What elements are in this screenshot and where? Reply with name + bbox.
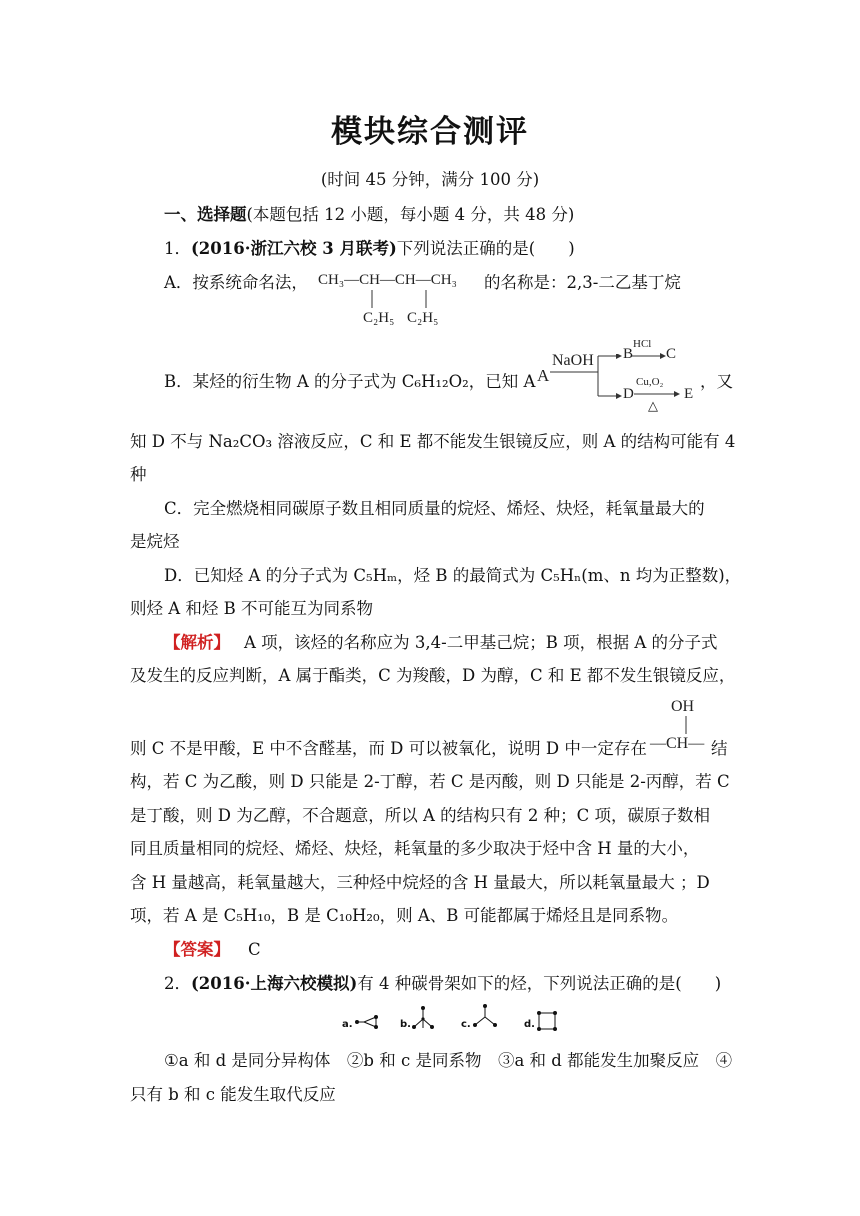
scheme-arrow-bc — [632, 352, 666, 360]
scheme-cu-o2: Cu,O₂ — [636, 376, 664, 388]
scheme-c: C — [666, 346, 677, 362]
q2-number: 2． — [164, 974, 191, 993]
skeleton-a-icon — [354, 1012, 380, 1032]
q1-option-b-line2: 知 D 不与 Na₂CO₃ 溶液反应，C 和 E 都不能发生银镜反应，则 A 的结构可能有 4 — [130, 432, 736, 451]
skeleton-b-icon — [411, 1005, 435, 1031]
q1-option-d-line2: 则烃 A 和烃 B 不可能互为同系物 — [130, 599, 374, 618]
scheme-heat: △ — [648, 398, 658, 413]
scheme-d: D — [623, 386, 634, 402]
scheme-hcl: HCl — [633, 338, 652, 350]
analysis-line-2: 及发生的反应判断，A 属于酯类，C 为羧酸，D 为醇，C 和 E 都不发生银镜反应， — [130, 666, 736, 685]
analysis-oh-bond — [684, 716, 688, 734]
q1-option-a-pre: A．按系统命名法， — [164, 273, 308, 292]
section-note: (本题包括 12 小题，每小题 4 分，共 48 分) — [246, 205, 575, 224]
scheme-naoh: NaOH — [552, 352, 594, 369]
q1-option-c-line1: C．完全燃烧相同碳原子数且相同质量的烷烃、烯烃、炔烃，耗氧量最大的 — [164, 499, 705, 518]
scheme-arrow-de — [634, 390, 680, 398]
q1-stem: 下列说法正确的是( ) — [396, 239, 575, 258]
scheme-b: B — [623, 346, 634, 362]
analysis-line-7: 含 H 量越高，耗氧量越大，三种烃中烷烃的含 H 量最大，所以耗氧量最大 ；D — [130, 873, 710, 892]
answer-value: C — [248, 940, 261, 959]
q1-source: (2016·浙江六校 3 月联考) — [191, 239, 397, 258]
q1-option-b-post: ，又 — [700, 372, 733, 391]
analysis-line-3: 则 C 不是甲酸，E 中不含醛基，而 D 可以被氧化，说明 D 中一定存在 — [130, 739, 647, 758]
q2-statements-line1: ①a 和 d 是同分异构体 ②b 和 c 是同系物 ③a 和 d 都能发生加聚反应 ④ — [164, 1051, 733, 1070]
q1-stem-line — [164, 237, 575, 261]
analysis-line-6: 同且质量相同的烷烃、烯烃、炔烃，耗氧量的多少取决于烃中含 H 量的大小， — [130, 839, 700, 858]
section-heading: 一、选择题 — [164, 205, 247, 224]
page-title: 模块综合测评 — [331, 114, 529, 150]
analysis-line-1 — [164, 631, 718, 655]
q1-number: 1． — [164, 239, 191, 258]
analysis-ch-group: —CH— — [650, 735, 705, 752]
q1-option-d-line1: D．已知烃 A 的分子式为 C₅Hₘ，烃 B 的最简式为 C₅Hₙ(m、n 均为正整数)， — [164, 566, 742, 585]
analysis-oh-group: OH — [671, 698, 695, 715]
q1-option-b-pre: B．某烃的衍生物 A 的分子式为 C₆H₁₂O₂，已知 A — [164, 372, 536, 391]
q1-option-a-substituent-1: C₂H₅ — [363, 310, 395, 326]
skeleton-d-icon — [536, 1010, 558, 1032]
analysis-text-1: A 项，该烃的名称应为 3,4-二甲基己烷；B 项，根据 A 的分子式 — [244, 633, 718, 652]
page-subtitle: (时间 45 分钟，满分 100 分) — [320, 170, 540, 189]
analysis-line-5: 是丁酸，则 D 为乙醇，不合题意，所以 A 的结构只有 2 种；C 项，碳原子数相 — [130, 806, 710, 825]
q1-option-b-line3: 种 — [130, 465, 147, 484]
q2-statements-line2: 只有 b 和 c 能发生取代反应 — [130, 1085, 336, 1104]
skeleton-c-label: c. — [461, 1019, 471, 1030]
skeleton-a-label: a. — [342, 1019, 353, 1030]
skeleton-d-label: d. — [524, 1019, 535, 1030]
q2-stem: 有 4 种碳骨架如下的烃，下列说法正确的是( ) — [357, 974, 722, 993]
q1-option-a-post: 的名称是：2,3-二乙基丁烷 — [484, 273, 681, 292]
q1-option-a-bonds — [360, 288, 440, 310]
analysis-jie: 结 — [711, 739, 728, 758]
q1-option-a-substituent-2: C₂H₅ — [407, 310, 439, 326]
section-heading-line — [164, 203, 574, 227]
analysis-line-8: 项，若 A 是 C₅H₁₀，B 是 C₁₀H₂₀，则 A、B 可能都属于烯烃且是同系物。 — [130, 906, 679, 925]
q2-stem-line — [164, 972, 721, 996]
q2-source: (2016·上海六校模拟) — [191, 974, 358, 993]
skeleton-c-icon — [472, 1003, 498, 1029]
answer-line — [164, 938, 261, 962]
skeleton-b-label: b. — [400, 1019, 411, 1030]
analysis-tag: 【解析】 — [164, 633, 230, 652]
scheme-a: A — [537, 366, 550, 385]
scheme-e: E — [684, 386, 694, 402]
q1-option-c-line2: 是烷烃 — [130, 532, 180, 551]
answer-tag: 【答案】 — [164, 940, 230, 959]
q1-option-a-structure-main: CH₃—CH—CH—CH₃ — [318, 272, 457, 288]
analysis-line-4: 构，若 C 为乙酸，则 D 只能是 2-丁醇，若 C 是丙酸，则 D 只能是 2-丙醇，若 C — [130, 772, 730, 791]
